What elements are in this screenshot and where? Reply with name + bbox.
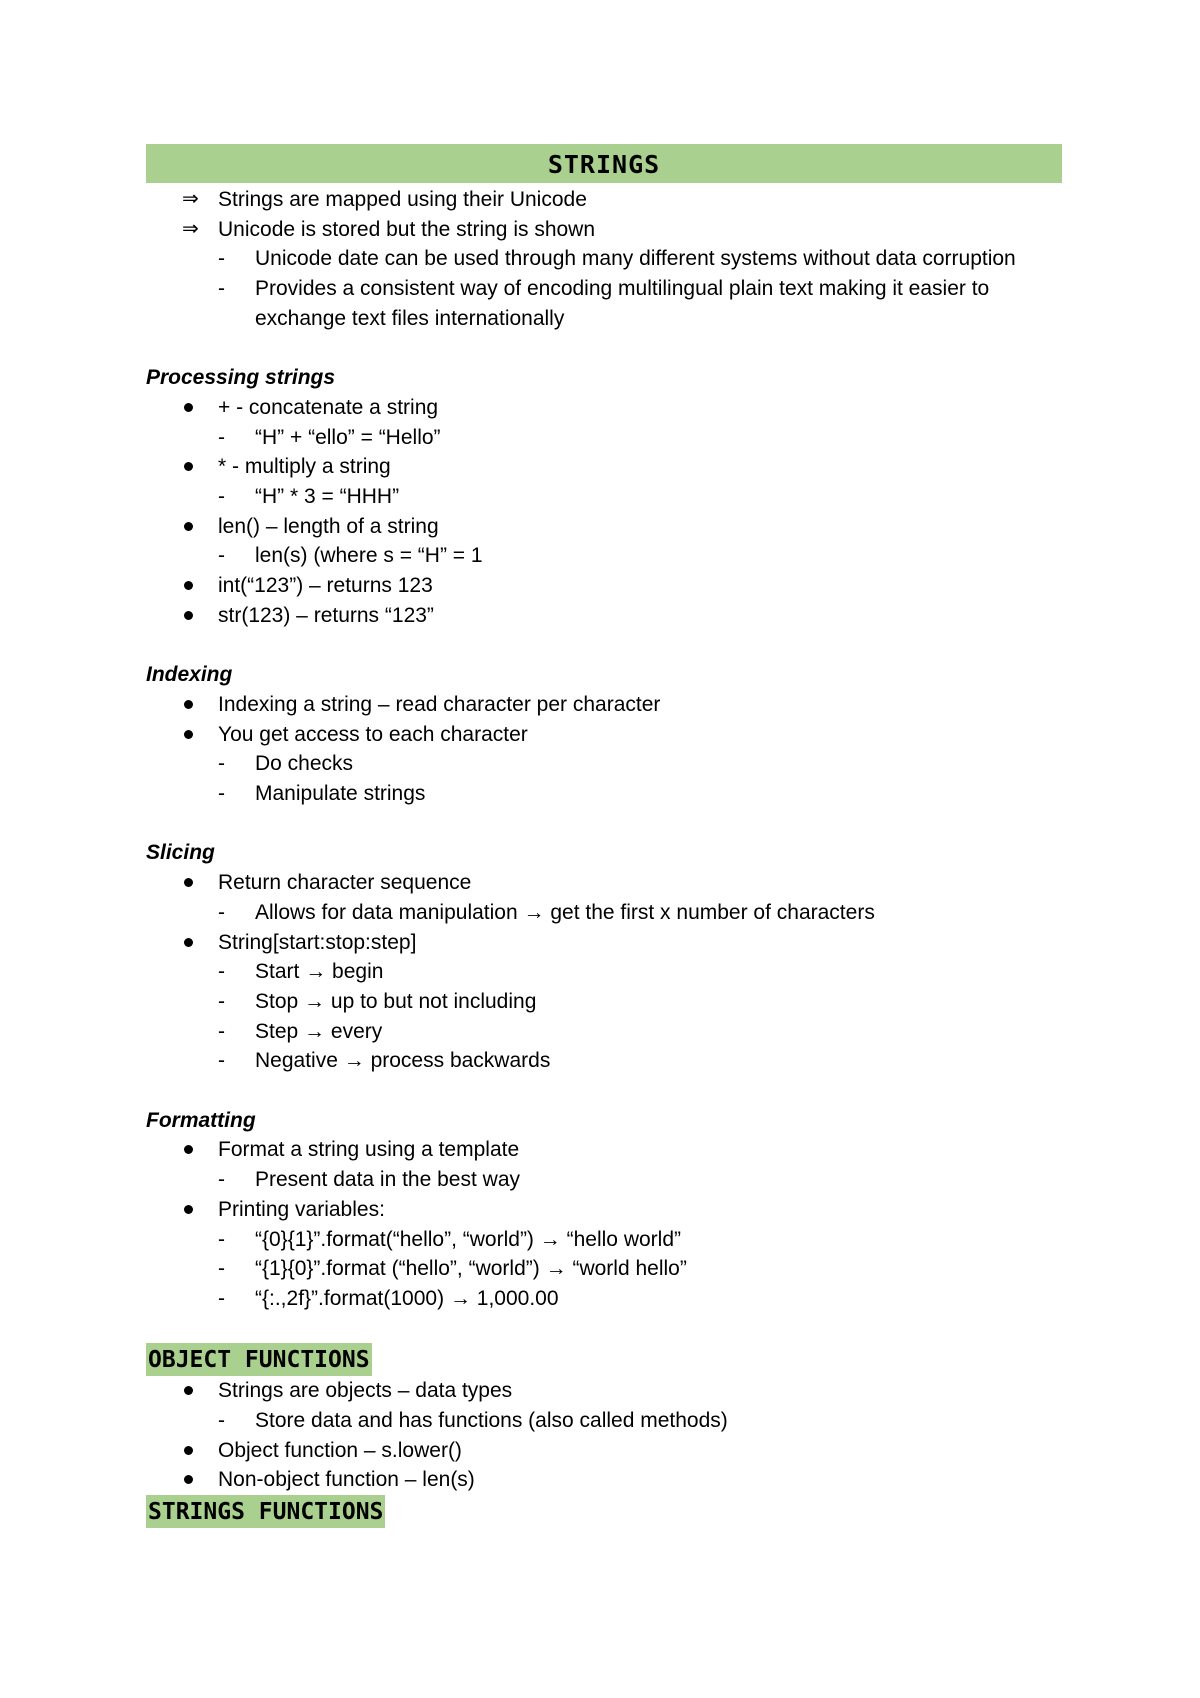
dash-marker: - — [218, 1168, 225, 1192]
list-subitem: - Start → begin — [146, 957, 1062, 987]
bullet-icon — [184, 700, 193, 709]
dash-marker: - — [218, 752, 225, 776]
list-subitem: - Do checks — [146, 749, 1062, 779]
bullet-icon — [184, 581, 193, 590]
section-heading-slicing: Slicing — [146, 841, 215, 865]
list-item: Format a string using a template — [146, 1135, 1062, 1165]
arrow-right-icon: → — [449, 1286, 471, 1310]
dash-marker: - — [218, 989, 225, 1013]
list-subitem: - “H” * 3 = “HHH” — [146, 482, 1062, 512]
list-item: + - concatenate a string — [146, 393, 1062, 423]
bullet-icon — [184, 878, 193, 887]
dash-marker: - — [218, 544, 225, 568]
strings-functions-section — [146, 1495, 1062, 1528]
dash-marker: - — [218, 1409, 225, 1433]
list-item: str(123) – returns “123” — [146, 601, 1062, 631]
intro-point: ⇒ Strings are mapped using their Unicode — [146, 185, 1062, 215]
arrow-right-icon: → — [343, 1049, 365, 1073]
dash-marker: - — [218, 1019, 225, 1043]
page-title: STRINGS — [146, 144, 1062, 183]
bullet-icon — [184, 1205, 193, 1214]
intro-subpoint: - Unicode date can be used through many different systems without data corruption — [146, 244, 1062, 274]
list-item: Non-object function – len(s) — [146, 1465, 1062, 1495]
list-subitem: - Allows for data manipulation → get the first x number of characters — [146, 898, 1062, 928]
bullet-icon — [184, 1446, 193, 1455]
dash-marker: - — [218, 1257, 225, 1281]
arrow-right-icon: → — [539, 1227, 561, 1251]
list-subitem: - Present data in the best way — [146, 1165, 1062, 1195]
section-heading-object-functions: OBJECT FUNCTIONS — [146, 1343, 372, 1376]
list-item: * - multiply a string — [146, 452, 1062, 482]
implies-icon: ⇒ — [182, 217, 199, 240]
dash-marker: - — [218, 960, 225, 984]
list-item: Object function – s.lower() — [146, 1436, 1062, 1466]
list-item: Return character sequence — [146, 868, 1062, 898]
section-heading-formatting: Formatting — [146, 1108, 256, 1132]
implies-icon: ⇒ — [182, 188, 199, 210]
dash-marker: - — [218, 425, 225, 449]
dash-marker: - — [218, 782, 225, 806]
list-subitem: - Stop → up to but not including — [146, 987, 1062, 1017]
bullet-icon — [184, 522, 193, 531]
intro-point: ⇒ Unicode is stored but the string is shown — [146, 215, 1062, 245]
document-page — [146, 144, 1062, 1528]
intro-subpoint: - Provides a consistent way of encoding multilingual plain text making it easier to exchange text files internationally — [146, 274, 1062, 333]
bullet-icon — [184, 1386, 193, 1395]
list-item: Strings are objects – data types — [146, 1376, 1062, 1406]
list-subitem: - “{0}{1}”.format(“hello”, “world”) → “hello world” — [146, 1225, 1062, 1255]
bullet-icon — [184, 611, 193, 620]
bullet-icon — [184, 1475, 193, 1484]
list-subitem: - Step → every — [146, 1017, 1062, 1047]
object-functions-section — [146, 1343, 1062, 1376]
arrow-right-icon: → — [523, 900, 545, 924]
arrow-right-icon: → — [304, 1019, 326, 1043]
dash-marker: - — [218, 277, 225, 301]
arrow-right-icon: → — [545, 1257, 567, 1281]
list-subitem: - “{1}{0}”.format (“hello”, “world”) → “world hello” — [146, 1254, 1062, 1284]
bullet-icon — [184, 462, 193, 471]
list-item: Indexing a string – read character per character — [146, 690, 1062, 720]
list-subitem: - “H” + “ello” = “Hello” — [146, 423, 1062, 453]
list-subitem: - Negative → process backwards — [146, 1046, 1062, 1076]
list-subitem: - Manipulate strings — [146, 779, 1062, 809]
arrow-right-icon: → — [304, 989, 326, 1013]
section-heading-processing: Processing strings — [146, 366, 336, 390]
list-item: String[start:stop:step] — [146, 928, 1062, 958]
list-item: Printing variables: — [146, 1195, 1062, 1225]
list-subitem: - “{:.,2f}”.format(1000) → 1,000.00 — [146, 1284, 1062, 1314]
bullet-icon — [184, 938, 193, 947]
list-subitem: - len(s) (where s = “H” = 1 — [146, 541, 1062, 571]
dash-marker: - — [218, 1227, 225, 1251]
dash-marker: - — [218, 485, 225, 509]
section-heading-strings-functions: STRINGS FUNCTIONS — [146, 1495, 385, 1528]
arrow-right-icon: → — [305, 960, 327, 984]
bullet-icon — [184, 1145, 193, 1154]
section-heading-indexing: Indexing — [146, 663, 233, 687]
list-subitem: - Store data and has functions (also called methods) — [146, 1406, 1062, 1436]
bullet-icon — [184, 403, 193, 412]
list-item: len() – length of a string — [146, 512, 1062, 542]
dash-marker: - — [218, 900, 225, 924]
list-item: int(“123”) – returns 123 — [146, 571, 1062, 601]
bullet-icon — [184, 730, 193, 739]
dash-marker: - — [218, 1049, 225, 1073]
dash-marker: - — [218, 1286, 225, 1310]
dash-marker: - — [218, 247, 225, 271]
list-item: You get access to each character — [146, 720, 1062, 750]
